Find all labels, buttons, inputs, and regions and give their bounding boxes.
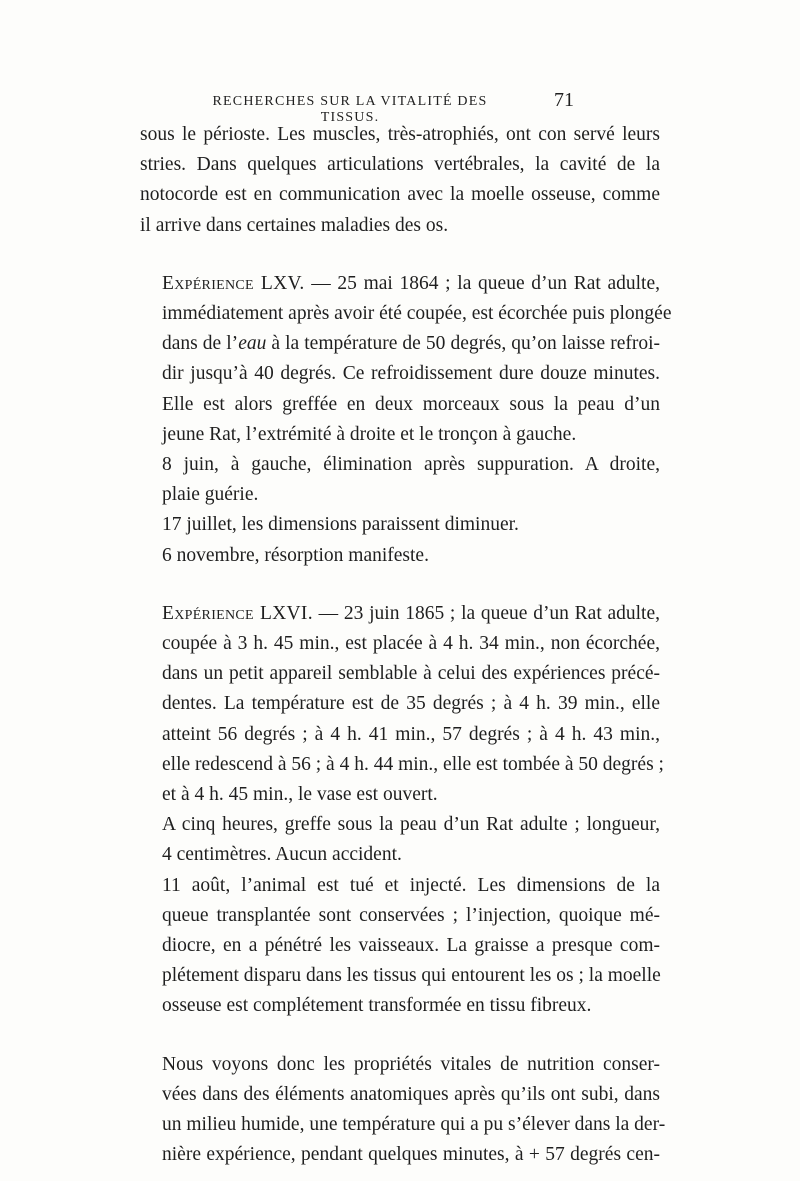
- paragraph-experience-lxvi: [140, 599, 664, 810]
- text-line: 11 août, l’animal est tué et injecté. Les dimensions de la: [162, 874, 660, 896]
- text-line: vées dans des éléments anatomiques après qu’ils ont subi, dans: [162, 1083, 660, 1105]
- text-line: 17 juillet, les dimensions paraissent diminuer.: [162, 514, 519, 536]
- text-fragment: — 23 juin 1865 ; la queue d’un Rat adulte,: [312, 602, 661, 624]
- paragraph: [140, 450, 660, 510]
- text-line: il arrive dans certaines maladies des os.: [140, 214, 449, 236]
- text-fragment: dans de l’: [162, 333, 239, 355]
- text-line: [140, 269, 660, 299]
- text-line: plétement disparu dans les tissus qui entourent les os ; la moelle: [162, 965, 661, 987]
- text-line: elle redescend à 56 ; à 4 h. 44 min., elle est tombée à 50 degrés ;: [162, 753, 664, 775]
- text-fragment: — 25 mai 1864 ; la queue d’un Rat adulte,: [304, 272, 660, 294]
- text-fragment: à la température de 50 degrés, qu’on laisse refroi-: [266, 333, 661, 355]
- text-line: 8 juin, à gauche, élimination après suppuration. A droite,: [162, 454, 660, 476]
- text-line: atteint 56 degrés ; à 4 h. 41 min., 57 degrés ; à 4 h. 43 min.,: [162, 723, 660, 745]
- text-line: un milieu humide, une température qui a pu s’élever dans la der-: [162, 1114, 666, 1136]
- paragraph: [140, 871, 660, 1022]
- text-line: 6 novembre, résorption manifeste.: [162, 544, 429, 566]
- text-line: 4 centimètres. Aucun accident.: [162, 844, 402, 866]
- text-line: diocre, en a pénétré les vaisseaux. La graisse a presque com-: [162, 935, 660, 957]
- paragraph-conclusion: [140, 1050, 666, 1171]
- text-line: nière expérience, pendant quelques minutes, à + 57 degrés cen-: [162, 1144, 660, 1166]
- text-line: [140, 329, 660, 359]
- paragraph: [140, 810, 660, 870]
- experience-label: Expérience LXV.: [162, 272, 305, 294]
- text-line: immédiatement après avoir été coupée, est écorchée puis plongée: [162, 303, 672, 325]
- text-line: sous le périoste. Les muscles, très-atrophiés, ont con servé leurs: [140, 124, 660, 145]
- text-line: osseuse est complétement transformée en tissu fibreux.: [162, 995, 592, 1017]
- paragraph: [140, 390, 660, 450]
- text-line: Elle est alors greffée en deux morceaux sous la peau d’un: [162, 393, 660, 415]
- text-line: jeune Rat, l’extrémité à droite et le tronçon à gauche.: [162, 423, 577, 445]
- running-head: RECHERCHES SUR LA VITALITÉ DES TISSUS.: [212, 94, 488, 125]
- text-line: dir jusqu’à 40 degrés. Ce refroidissement dure douze minutes.: [162, 363, 660, 385]
- text-line: dans un petit appareil semblable à celui des expériences précé-: [162, 663, 660, 685]
- experience-label: Expérience LXVI.: [162, 602, 313, 624]
- text-line: coupée à 3 h. 45 min., est placée à 4 h. 34 min., non écorchée,: [162, 633, 660, 655]
- text-line: A cinq heures, greffe sous la peau d’un Rat adulte ; longueur,: [162, 814, 660, 836]
- text-line: stries. Dans quelques articulations vertébrales, la cavité de la: [140, 154, 660, 176]
- text-line: Nous voyons donc les propriétés vitales de nutrition conser-: [162, 1053, 660, 1075]
- body-text: [140, 120, 672, 1171]
- text-line: notocorde est en communication avec la moelle osseuse, comme: [140, 184, 660, 206]
- page-number: 71: [554, 89, 574, 111]
- text-line: dentes. La température est de 35 degrés ; à 4 h. 39 min., elle: [162, 693, 660, 715]
- text-line: et à 4 h. 45 min., le vase est ouvert.: [162, 784, 438, 806]
- paragraph: [140, 541, 660, 571]
- text-line: queue transplantée sont conservées ; l’injection, quoique mé-: [162, 904, 660, 926]
- paragraph-experience-lxv: [140, 269, 672, 390]
- text-line: plaie guérie.: [162, 484, 259, 506]
- paragraph: [140, 510, 660, 540]
- italic-word: eau: [238, 333, 267, 355]
- paragraph-continuation: [140, 120, 660, 241]
- text-line: [140, 599, 660, 629]
